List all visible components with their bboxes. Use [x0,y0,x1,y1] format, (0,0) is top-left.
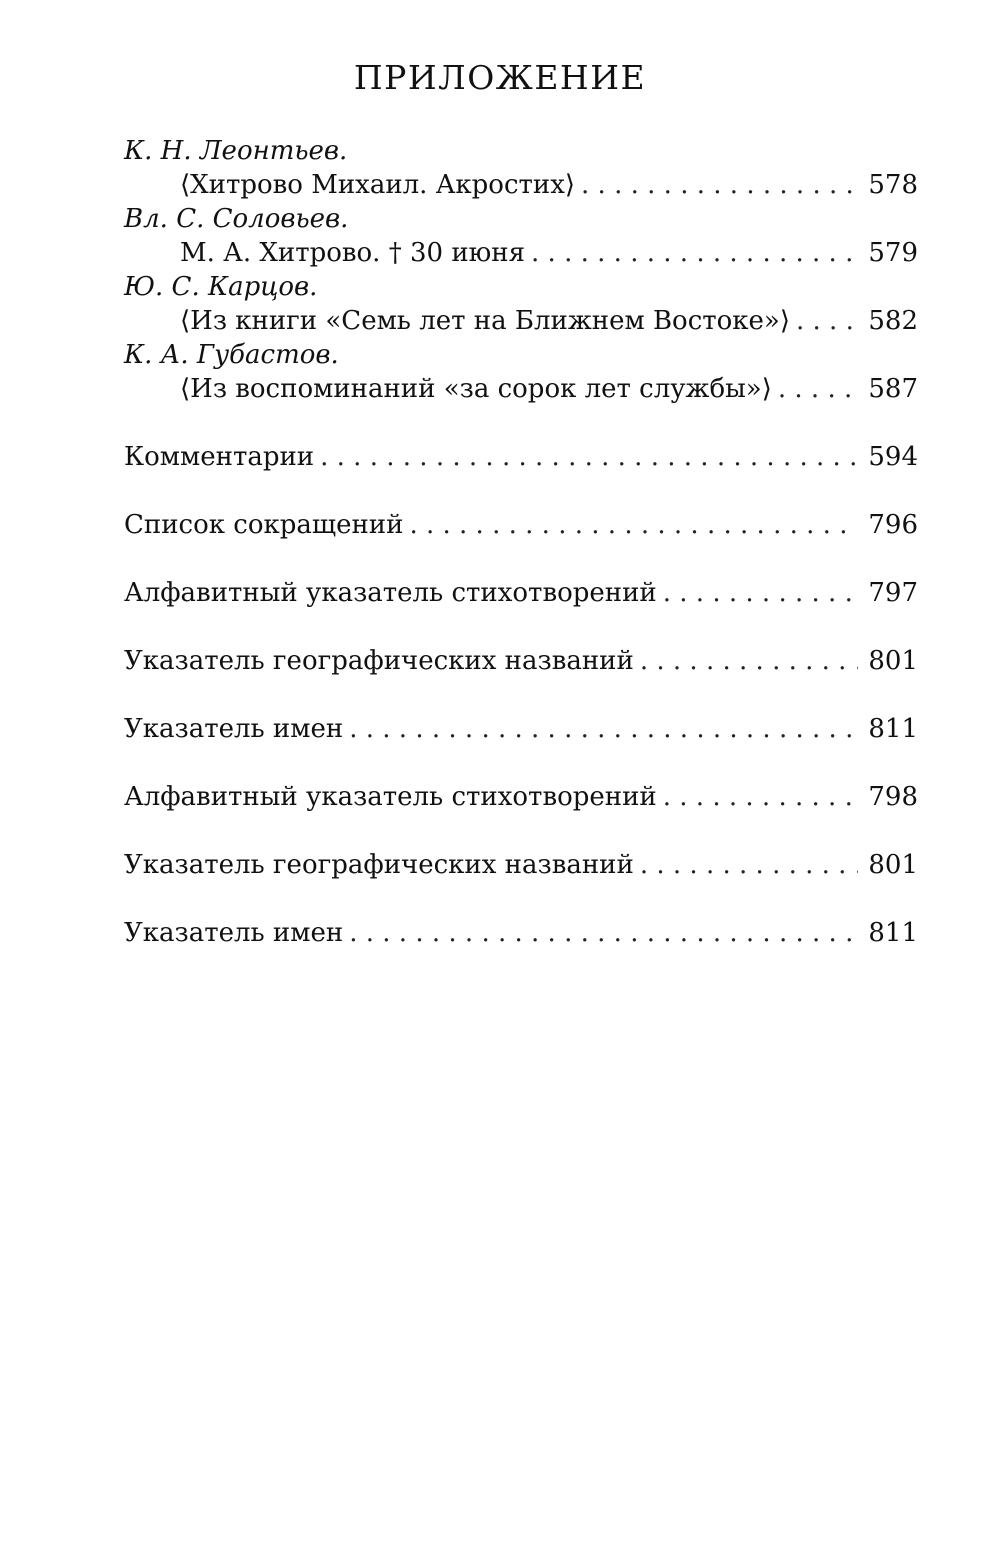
spacer [124,406,918,440]
toc-entry-page: 796 [868,510,918,540]
toc-entry-page: 811 [868,714,918,744]
toc-author: К. А. Губастов. [124,340,339,370]
toc-author: К. Н. Леонтьев. [124,136,348,166]
toc-entry[interactable] [124,780,918,814]
toc-entry-page: 797 [868,578,918,608]
toc-entry-page: 578 [868,170,918,200]
toc-entry[interactable] [124,508,918,542]
toc-entry-page: 579 [868,238,918,268]
dot-leader [663,576,859,610]
toc-entry[interactable] [124,848,918,882]
toc-entry[interactable] [124,236,918,270]
toc-entry-page: 798 [868,782,918,812]
toc-entry-title: Указатель имен [124,918,344,948]
dot-leader [349,712,858,746]
toc-entry[interactable] [124,576,918,610]
toc-entry-title: М. А. Хитрово. † 30 июня [180,238,526,268]
dot-leader [349,916,858,950]
dot-leader [663,780,859,814]
toc-author: Ю. С. Карцов. [124,272,318,302]
dot-leader [531,236,858,270]
dot-leader [581,168,858,202]
toc-entry[interactable] [124,712,918,746]
toc-entry-title: Указатель географических названий [124,646,634,676]
toc-entry[interactable] [124,372,918,406]
toc-entry-page: 801 [868,646,918,676]
toc-entry-title: Комментарии [124,442,315,472]
spacer [124,474,918,508]
dot-leader [320,440,858,474]
toc-author: Вл. С. Соловьев. [124,204,349,234]
dot-leader [796,304,858,338]
toc-entry-title: ⟨Хитрово Михаил. Акростих⟩ [180,170,576,200]
toc-entry[interactable] [124,440,918,474]
spacer [124,610,918,644]
toc-entry-title: Указатель географических названий [124,850,634,880]
toc-entry[interactable] [124,304,918,338]
toc-entry-page: 801 [868,850,918,880]
spacer [124,814,918,848]
toc-entry-title: Указатель имен [124,714,344,744]
toc-entry-title: ⟨Из книги «Семь лет на Ближнем Востоке»⟩ [180,306,790,336]
dot-leader [778,372,859,406]
spacer [124,882,918,916]
spacer [124,746,918,780]
toc-entry-page: 811 [868,918,918,948]
spacer [124,678,918,712]
toc-entry-title: Алфавитный указатель стихотворений [124,782,657,812]
toc-entry-title: Алфавитный указатель стихотворений [124,578,657,608]
toc-entry-page: 582 [868,306,918,336]
page-title: ПРИЛОЖЕНИЕ [353,58,647,97]
dot-leader [640,644,859,678]
spacer [124,542,918,576]
dot-leader [409,508,858,542]
toc-entry[interactable] [124,644,918,678]
toc-entry[interactable] [124,916,918,950]
toc-entry-page: 587 [868,374,918,404]
toc-entry-page: 594 [868,442,918,472]
toc-entry[interactable] [124,168,918,202]
toc-entry-title: Список сокращений [124,510,404,540]
table-of-contents [124,134,918,950]
toc-entry-title: ⟨Из воспоминаний «за сорок лет службы»⟩ [180,374,772,404]
dot-leader [640,848,859,882]
